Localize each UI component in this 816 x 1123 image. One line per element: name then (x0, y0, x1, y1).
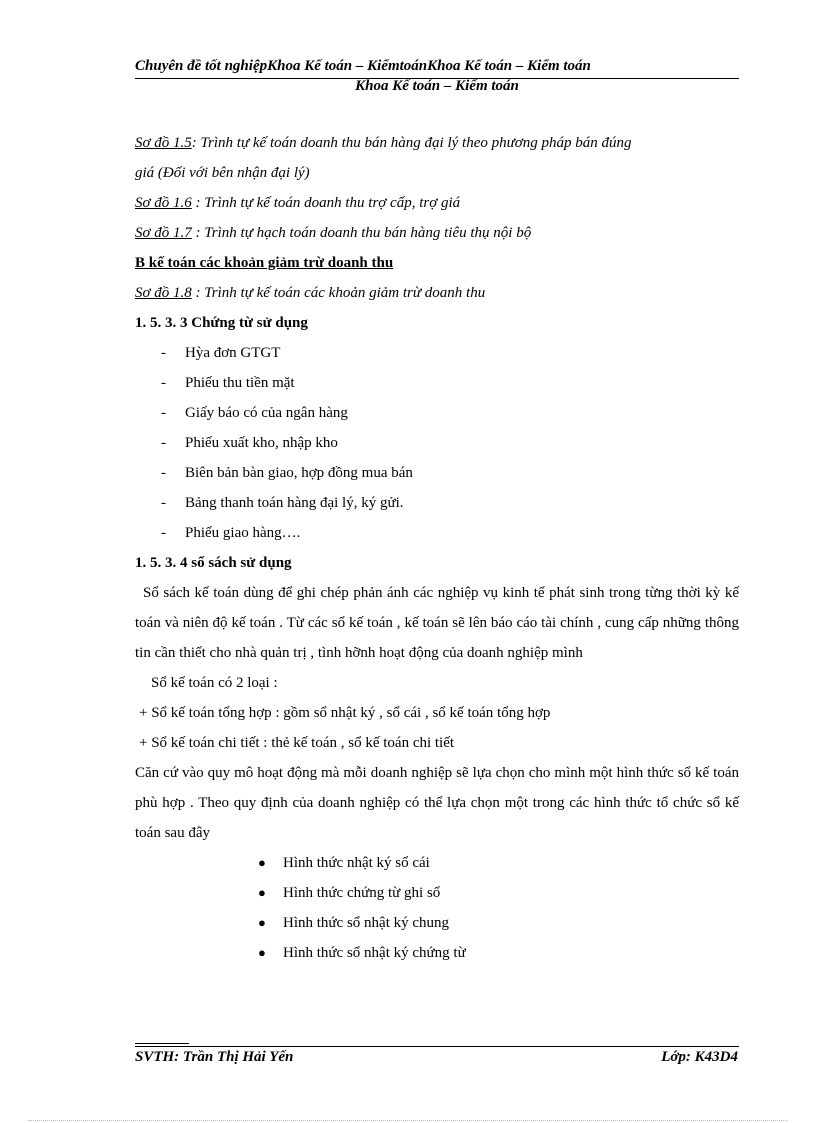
figure-ref-1-7 (135, 218, 739, 248)
figure-ref-text: : Trình tự hạch toán doanh thu bán hàng tiêu thụ nội bộ (191, 225, 532, 241)
bullet-item (135, 908, 739, 938)
list-item-text: Giấy báo có của ngân hàng (185, 405, 348, 421)
figure-ref-text: : Trình tự kế toán doanh thu trợ cấp, trợ giá (191, 195, 461, 211)
bullet-item-text: Hình thức nhật ký sổ cái (283, 855, 430, 871)
dash-marker: - (161, 435, 166, 451)
footer-rule (135, 1046, 739, 1047)
section-heading-1-5-3-3: 1. 5. 3. 3 Chứng từ sử dụng (135, 315, 308, 331)
section-heading-1-5-3-4: 1. 5. 3. 4 sổ sách sử dụng (135, 555, 292, 571)
dash-marker: - (161, 465, 166, 481)
dash-marker: - (161, 525, 166, 541)
list-item (135, 458, 739, 488)
bullet-item-text: Hình thức chứng từ ghi sổ (283, 885, 441, 901)
running-header: Chuyên đề tốt nghiệpKhoa Kế toán – KiểmtoánKhoa Kế toán – Kiểm toán (135, 58, 591, 74)
footer-student: SVTH: Trần Thị Hải Yến (135, 1049, 294, 1065)
figure-ref-label: Sơ đồ 1.5 (135, 135, 192, 151)
dash-marker: - (161, 405, 166, 421)
page-edge (28, 1120, 788, 1121)
list-item-text: Phiếu giao hàng…. (185, 525, 301, 541)
bullet-marker: ● (258, 945, 266, 960)
list-item (135, 428, 739, 458)
figure-ref-text: : Trình tự kế toán doanh thu bán hàng đại lý theo phương pháp bán đúng (191, 135, 632, 151)
list-item (135, 398, 739, 428)
list-item-text: Phiếu thu tiền mặt (185, 375, 295, 391)
list-item (135, 338, 739, 368)
bullet-marker: ● (258, 915, 266, 930)
bullet-item-text: Hình thức sổ nhật ký chung (283, 915, 450, 931)
ledger-type-general: + Sổ kế toán tổng hợp : gồm sổ nhật ký , sổ cái , sổ kế toán tổng hợp (139, 705, 551, 721)
ledger-type-detail: + Sổ kế toán chi tiết : thẻ kế toán , sổ kế toán chi tiết (139, 735, 455, 751)
dash-marker: - (161, 495, 166, 511)
dash-marker: - (161, 345, 166, 361)
figure-ref-text: : Trình tự kế toán các khoản giảm trừ doanh thu (191, 285, 486, 301)
paragraph-ledger-forms: Căn cứ vào quy mô hoạt động mà mỗi doanh nghiệp sẽ lựa chọn cho mình một hình thức sổ kế toán phù hợp . Theo quy định của doanh nghiệp có thể lựa chọn một trong các hình thức tổ chức sổ kế toán sau đây (135, 765, 739, 841)
bullet-marker: ● (258, 885, 266, 900)
bullet-item-text: Hình thức sổ nhật ký chứng từ (283, 945, 466, 961)
figure-ref-1-5 (135, 128, 739, 158)
dash-marker: - (161, 375, 166, 391)
list-item-text: Biên bản bàn giao, hợp đồng mua bán (185, 465, 413, 481)
figure-ref-1-5-continued: giá (Đối với bên nhận đại lý) (135, 165, 310, 181)
footer-rule-short (135, 1043, 189, 1044)
list-item-text: Bảng thanh toán hàng đại lý, ký gửi. (185, 495, 404, 511)
running-header-subtitle: Khoa Kế toán – Kiểm toán (355, 78, 519, 94)
figure-ref-1-8 (135, 278, 739, 308)
bullet-item (135, 938, 739, 968)
list-item-text: Phiếu xuất kho, nhập kho (185, 435, 338, 451)
list-item (135, 368, 739, 398)
bullet-marker: ● (258, 855, 266, 870)
figure-ref-label: Sơ đồ 1.6 (135, 195, 192, 211)
list-item (135, 488, 739, 518)
list-item-text: Hỳa đơn GTGT (185, 345, 281, 361)
paragraph-text: Sổ sách kế toán dùng để ghi chép phản ánh các nghiệp vụ kinh tế phát sinh trong từng thời kỳ kế toán và niên độ kế toán . Từ các sổ kế toán , kế toán sẽ lên báo cáo tài chính , cung cấp những thông tin cần thiết cho nhà quản trị , tình hỡnh hoạt động của doanh nghiệp mình (135, 585, 739, 661)
section-heading-b: B kế toán các khoản giảm trừ doanh thu (135, 255, 394, 271)
footer-class: Lớp: K43D4 (661, 1049, 738, 1065)
document-body (135, 128, 739, 968)
bullet-item (135, 848, 739, 878)
figure-ref-label: Sơ đồ 1.8 (135, 285, 192, 301)
figure-ref-label: Sơ đồ 1.7 (135, 225, 192, 241)
bullet-item (135, 878, 739, 908)
ledger-types-intro: Sổ kế toán có 2 loại : (151, 675, 278, 691)
paragraph-ledger-purpose (135, 578, 739, 668)
list-item (135, 518, 739, 548)
figure-ref-1-6 (135, 188, 739, 218)
